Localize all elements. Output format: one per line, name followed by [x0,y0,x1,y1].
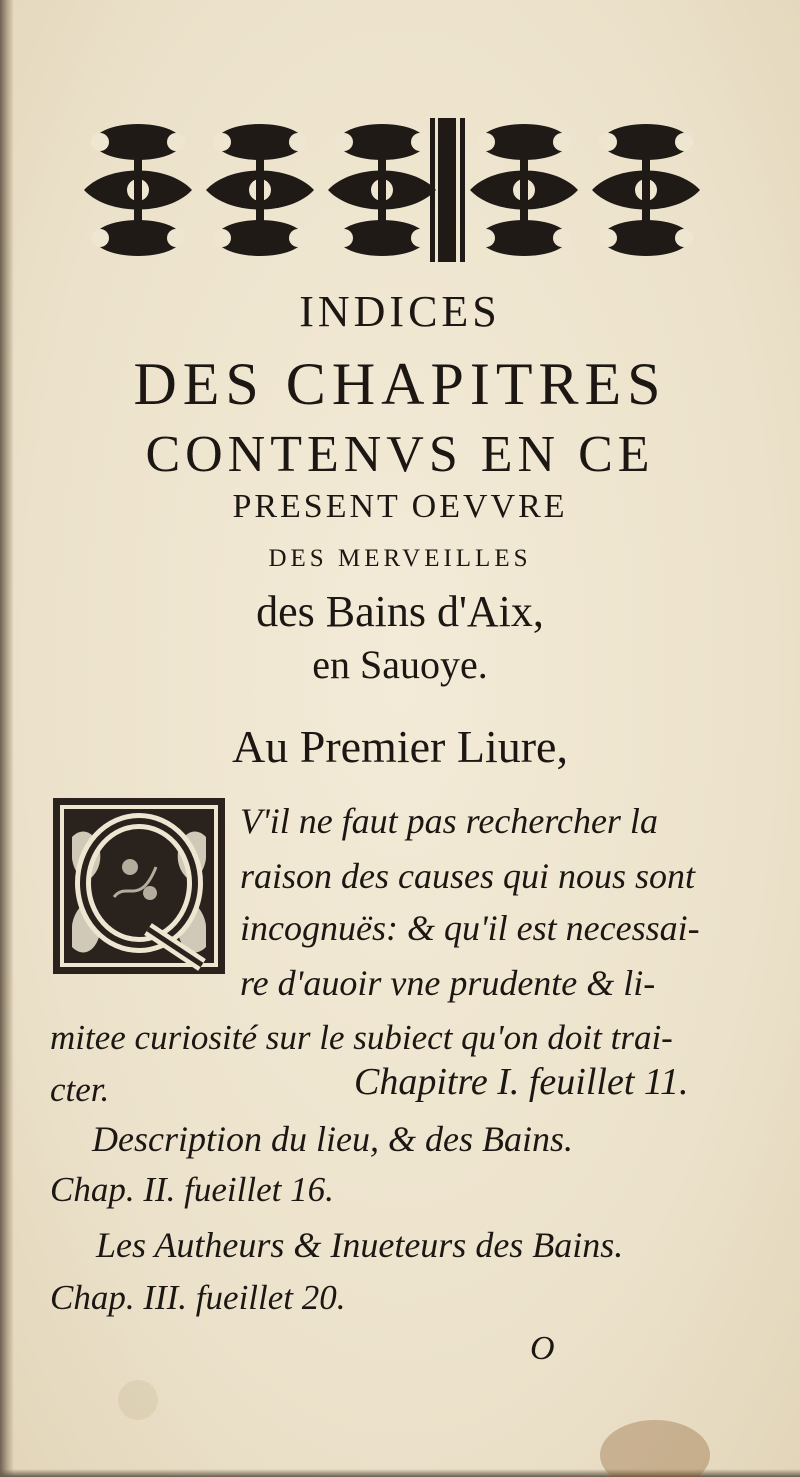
toc-entry-line: Description du lieu, & des Bains. [92,1119,573,1159]
title-line-merveilles: DES MERVEILLES [268,545,532,572]
toc-entry-line: V'il ne faut pas rechercher la [240,801,658,841]
toc-entry-line: re d'auoir vne prudente & li- [240,963,656,1003]
chapter-reference: Chap. II. fueillet 16. [50,1170,334,1209]
title-line-bains: des Bains d'Aix, [256,587,544,636]
toc-entry-line: raison des causes qui nous sont [240,856,696,896]
title-line-contenus: CONTENVS EN CE [145,426,655,483]
catchword: O [530,1330,555,1367]
title-line-indices: INDICES [299,287,501,336]
title-line-oeuvre: PRESENT OEVVRE [232,488,568,525]
decorated-initial-q-icon [52,797,226,975]
title-line-sauoye: en Sauoye. [312,642,488,687]
toc-entry-line: mitee curiosité sur le subiect qu'on doit trai- [50,1018,673,1057]
paper-stain [118,1380,158,1420]
chapter-reference: Chap. III. fueillet 20. [50,1278,346,1317]
toc-entry-line: cter. [50,1070,110,1109]
toc-entry-line: Les Autheurs & Inueteurs des Bains. [96,1225,624,1265]
section-heading: Au Premier Liure, [232,721,568,772]
title-line-chapitres: DES CHAPITRES [133,351,667,417]
paper-stain [600,1420,710,1477]
floral-ornament-icon [78,114,708,266]
chapter-reference: Chapitre I. feuillet 11. [354,1061,689,1103]
toc-entry-line: incognuës: & qu'il est necessai- [240,908,700,948]
